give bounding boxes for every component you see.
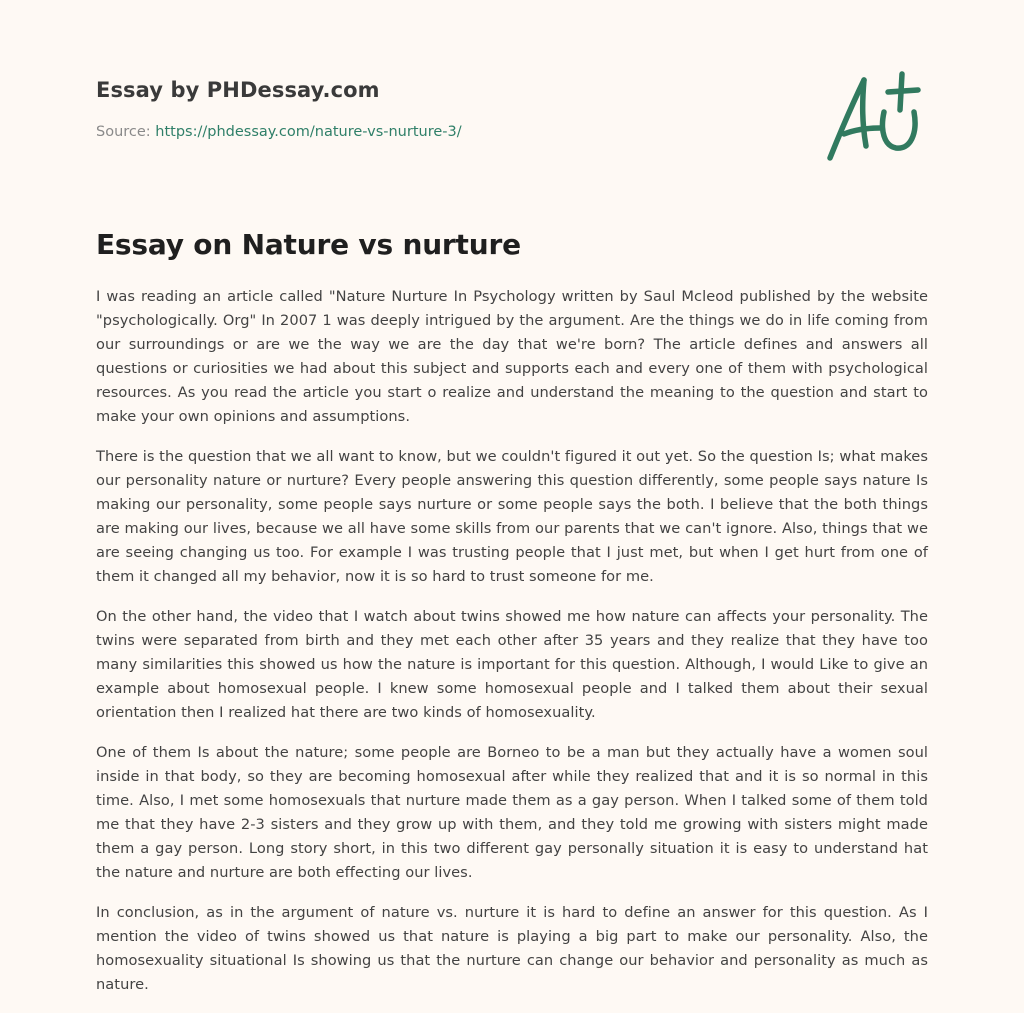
essay-paragraph: There is the question that we all want to know, but we couldn't figured it out yet. So the question Is; what makes our personality nature or nurture? Every people answering this question differently, some people says nature Is making our personality, some people says nurture or some people says the both. I believe that the both things are making our lives, because we all have some skills from our parents that we can't ignore. Also, things that we are seeing changing us too. For example I was trusting people that I just met, but when I get hurt from one of them it changed all my behavior, now it is so hard to trust someone for me. (96, 448, 928, 585)
essay-paragraph: One of them Is about the nature; some people are Borneo to be a man but they actually have a women soul inside in that body, so they are becoming homosexual after while they realized that and it is so normal in this time. Also, I met some homosexuals that nurture made them as a gay person. When I talked some of them told me that they have 2-3 sisters and they grow up with them, and they told me growing with sisters might made them a gay person. Long story short, in this two different gay personally situation it is easy to understand hat the nature and nurture are both effecting our lives. (96, 744, 928, 881)
page-header (96, 76, 836, 142)
essay-paragraph: In conclusion, as in the argument of nature vs. nurture it is hard to define an answer for this question. As I mention the video of twins showed us that nature is playing a big part to make our personality. Also, the homosexuality situational Is showing us that the nurture can change our behavior and personality as much as nature. (96, 904, 928, 993)
essay-title: Essay on Nature vs nurture (96, 228, 521, 261)
a-plus-grade-icon (822, 68, 930, 164)
essay-paragraph: On the other hand, the video that I watch about twins showed me how nature can affects your personality. The twins were separated from birth and they met each other after 35 years and they realize that they have too many similarities this showed us how the nature is important for this question. Although, I would Like to give an example about homosexual people. I knew some homosexual people and I talked them about their sexual orientation then I realized hat there are two kinds of homosexuality. (96, 608, 928, 721)
essay-body (96, 285, 928, 1013)
source-label: Source: (96, 124, 151, 140)
source-line (96, 122, 836, 142)
source-link[interactable]: https://phdessay.com/nature-vs-nurture-3/ (155, 124, 462, 140)
site-title: Essay by PHDessay.com (96, 78, 380, 102)
essay-paragraph: I was reading an article called "Nature Nurture In Psychology written by Saul Mcleod published by the website "psychologically. Org" In 2007 1 was deeply intrigued by the argument. Are the things we do in life coming from our surroundings or are we the way we are the day that we're born? The article defines and answers all questions or curiosities we had about this subject and supports each and every one of them with psychological resources. As you read the article you start o realize and understand the meaning to the question and start to make your own opinions and assumptions. (96, 288, 928, 425)
